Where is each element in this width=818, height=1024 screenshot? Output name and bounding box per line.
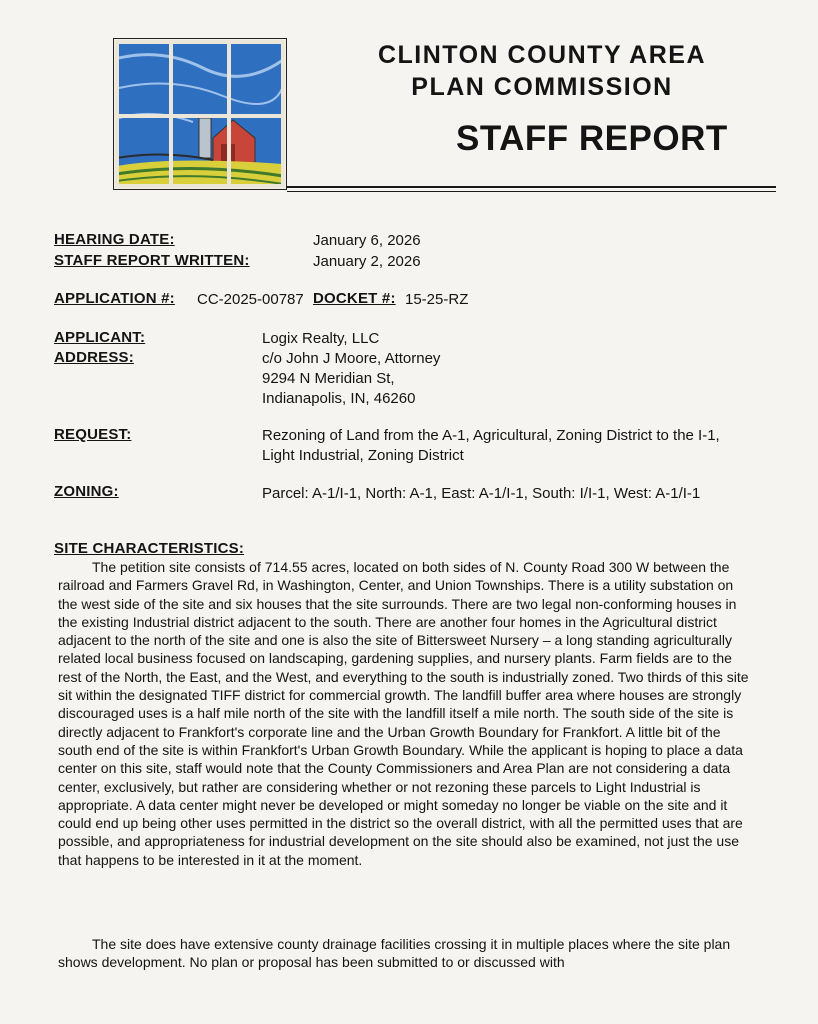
address-label: ADDRESS:	[54, 349, 134, 366]
report-written-label: STAFF REPORT WRITTEN:	[54, 252, 250, 269]
header-line-2: PLAN COMMISSION	[411, 73, 673, 101]
report-written-value: January 2, 2026	[313, 253, 421, 270]
request-value: Rezoning of Land from the A-1, Agricultural, Zoning District to the I-1, Light Industrial, Zoning District	[262, 427, 720, 464]
zoning-value: Parcel: A-1/I-1, North: A-1, East: A-1/I-1, South: I/I-1, West: A-1/I-1	[262, 485, 701, 502]
header-rule	[287, 186, 776, 188]
applicant-name: Logix Realty, LLC	[262, 330, 380, 347]
application-label: APPLICATION #:	[54, 290, 175, 307]
address-line: 9294 N Meridian St,	[262, 370, 395, 387]
docket-value: 15-25-RZ	[405, 291, 469, 308]
site-paragraph: The site does have extensive county drainage facilities crossing it in multiple places where the site plan shows development. No plan or proposal has been submitted to or discussed with	[58, 936, 731, 971]
application-value: CC-2025-00787	[197, 291, 304, 308]
page-title: STAFF REPORT	[456, 119, 728, 158]
zoning-label: ZONING:	[54, 483, 119, 500]
barn-window-logo	[113, 38, 287, 190]
address-line: c/o John J Moore, Attorney	[262, 350, 441, 367]
site-paragraph: The petition site consists of 714.55 acres, located on both sides of N. County Road 300 W between the railroad and Farmers Gravel Rd, in Washington, Center, and Union Townships. There is a utility substation on the west side of the site and six houses that the site surrounds. There are two legal non-conforming houses in the existing Industrial district adjacent to the south. There are another four homes in the Agricultural district adjacent to the north of the site and one is also the site of Bittersweet Nursery – a long standing agriculturally related local business focused on landscaping, gardening supplies, and nursery plants. Farm fields are to the rest of the North, the East, and the West, and everything to the south is industrially zoned. Two thirds of this site sit within the designated TIFF district for commercial growth. The landfill buffer area where houses are strongly discouraged uses is a half mile north of the site with the landfill itself a mile north. The south side of the site is directly adjacent to Frankfort's corporate line and the Urban Growth Boundary for Frankfort. A little bit of the south end of the site is within Frankfort's Urban Growth Boundary. While the applicant is hoping to place a data center on this site, staff would note that the County Commissioners and Area Plan are not considering a data center, exclusively, but rather are considering whether or not rezoning these parcels to Light Industrial is appropriate. A data center might never be developed or might someday no longer be viable on the site and it could end up being other uses permitted in the district so the overall district, with all the permitted uses that are possible, and appropriateness for industrial development on the site should also be examined, not just the use that happens to be interested in it at the moment.	[58, 559, 749, 868]
site-characteristics-heading: SITE CHARACTERISTICS:	[54, 540, 245, 557]
hearing-date-value: January 6, 2026	[313, 232, 421, 249]
hearing-date-label: HEARING DATE:	[54, 231, 175, 248]
request-label: REQUEST:	[54, 426, 132, 443]
header-rule-thin	[287, 191, 776, 192]
address-line: Indianapolis, IN, 46260	[262, 390, 416, 407]
applicant-label: APPLICANT:	[54, 329, 146, 346]
header-line-1: CLINTON COUNTY AREA	[377, 41, 707, 69]
docket-label: DOCKET #:	[313, 290, 396, 307]
